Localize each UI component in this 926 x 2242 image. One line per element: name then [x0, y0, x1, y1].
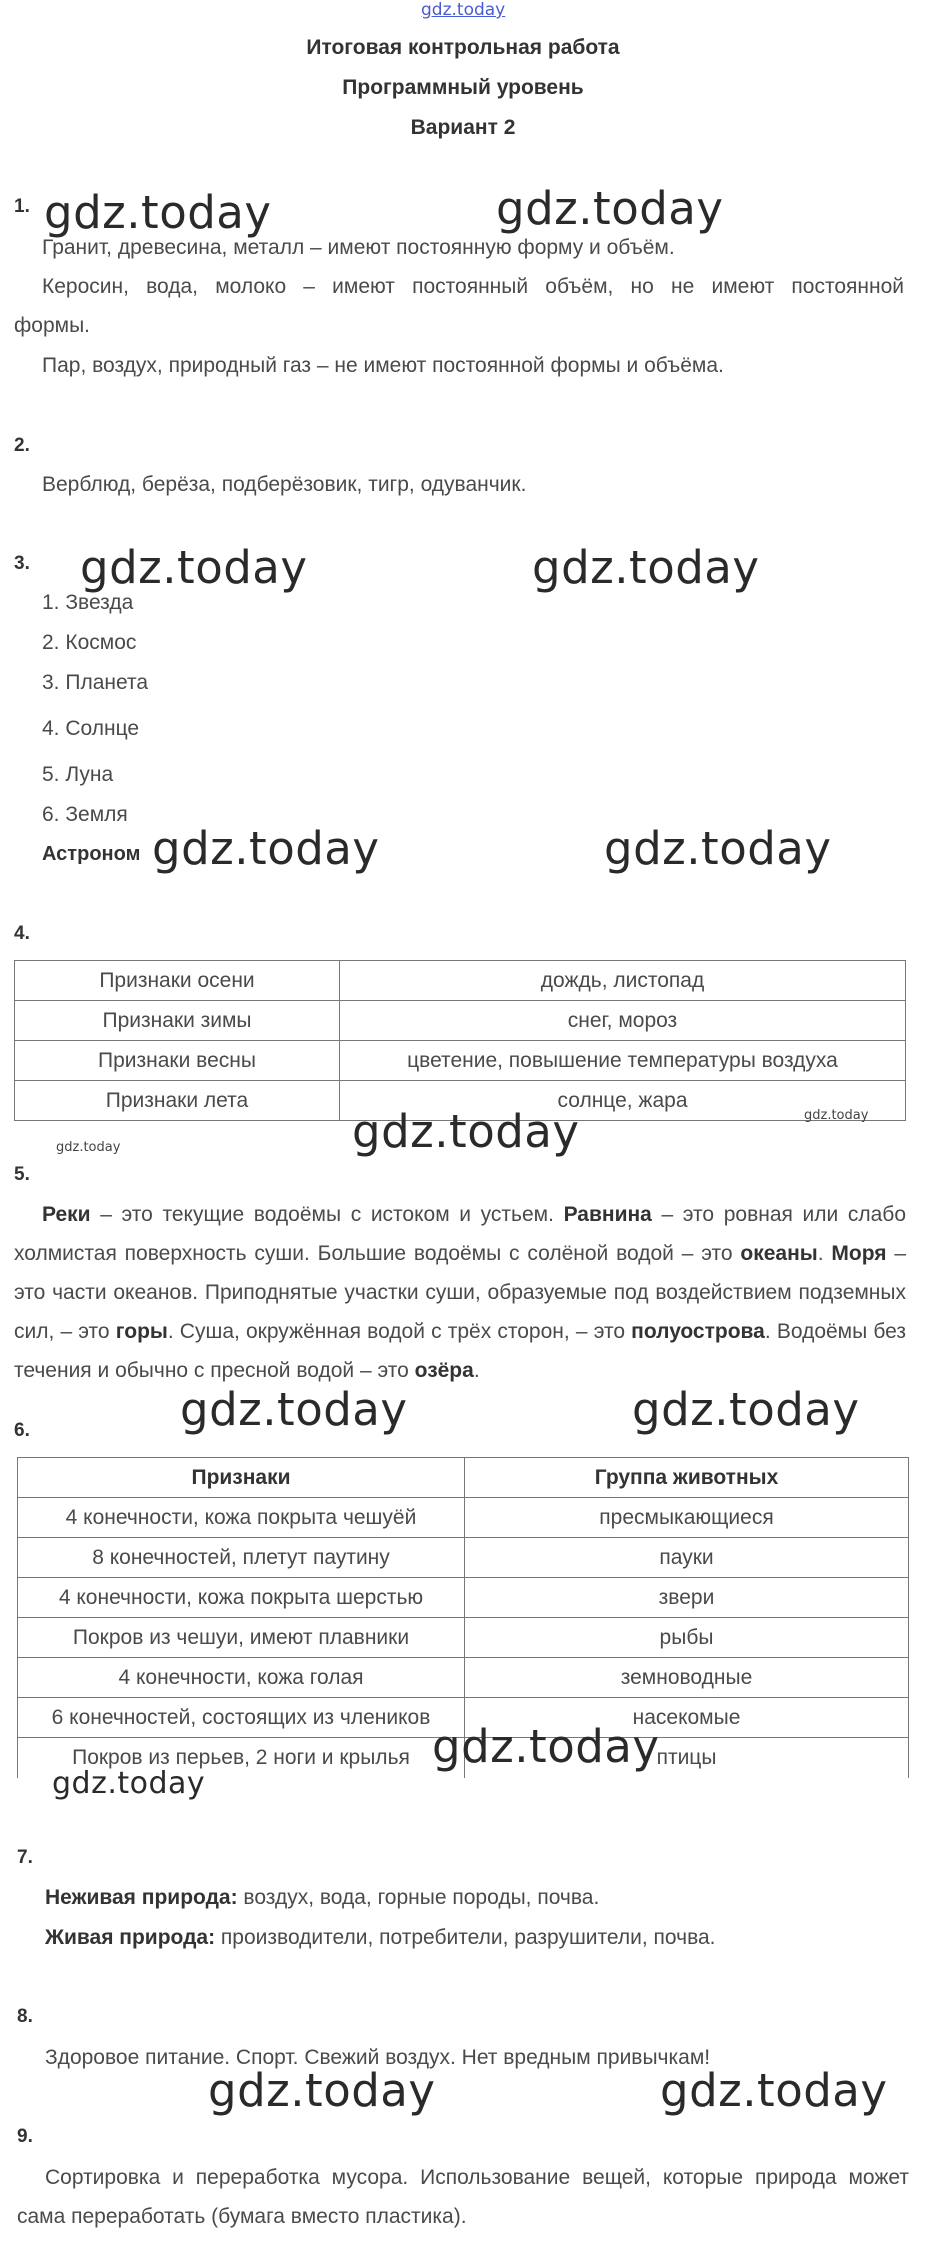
table-row	[18, 1618, 909, 1658]
q7-nonliving	[45, 1886, 599, 1910]
watermark-top[interactable]: gdz.today	[421, 0, 506, 20]
animal-group: насекомые	[465, 1698, 909, 1738]
header-variant: Вариант 2	[410, 116, 516, 139]
table-row	[18, 1538, 909, 1578]
watermark-large[interactable]: gdz.today	[180, 1383, 408, 1436]
watermark-large[interactable]: gdz.today	[660, 2064, 888, 2117]
q3-item: 5. Луна	[42, 763, 114, 786]
question-7-number: 7.	[17, 1847, 33, 1868]
q3-item: 3. Планета	[42, 671, 149, 694]
season-label: Признаки лета	[15, 1081, 340, 1121]
table-row	[18, 1658, 909, 1698]
q5-text: . Суша, окружённая водой с трёх сторон, – это	[167, 1320, 632, 1343]
watermark-large[interactable]: gdz.today	[352, 1105, 580, 1158]
question-4-number: 4.	[14, 923, 30, 944]
q7-text-living: производители, потребители, разрушители, почва.	[215, 1926, 716, 1949]
season-signs: дождь, листопад	[340, 961, 906, 1001]
animal-group: звери	[465, 1578, 909, 1618]
q5-paragraph	[14, 1195, 906, 1390]
animal-signs: 4 конечности, кожа голая	[18, 1658, 465, 1698]
term-oceans: океаны	[740, 1242, 818, 1265]
watermark-large[interactable]: gdz.today	[152, 822, 380, 875]
term-seas: Моря	[831, 1242, 887, 1265]
animal-group: пауки	[465, 1538, 909, 1578]
question-2-number: 2.	[14, 435, 30, 456]
season-label: Признаки зимы	[15, 1001, 340, 1041]
seasons-table	[14, 960, 906, 1121]
q8-answer: Здоровое питание. Спорт. Свежий воздух. Нет вредным привычкам!	[45, 2046, 711, 2069]
table-row	[15, 961, 906, 1001]
animal-signs: 8 конечностей, плетут паутину	[18, 1538, 465, 1578]
column-header-signs: Признаки	[18, 1458, 465, 1498]
watermark-small[interactable]: gdz.today	[56, 1140, 121, 1155]
q3-item: 4. Солнце	[42, 717, 140, 740]
animal-signs: Покров из перьев, 2 ноги и крылья	[18, 1738, 465, 1778]
season-label: Признаки весны	[15, 1041, 340, 1081]
q1-line-1: Гранит, древесина, металл – имеют постоянную форму и объём.	[42, 236, 675, 259]
term-rivers: Реки	[42, 1203, 91, 1226]
q3-item: 6. Земля	[42, 803, 128, 826]
q7-label-nonliving: Неживая природа:	[45, 1886, 238, 1909]
animal-signs: 6 конечностей, состоящих из члеников	[18, 1698, 465, 1738]
q7-living	[45, 1926, 716, 1950]
animal-signs: Покров из чешуи, имеют плавники	[18, 1618, 465, 1658]
q7-text-nonliving: воздух, вода, горные породы, почва.	[237, 1886, 600, 1909]
q5-text: .	[473, 1359, 480, 1382]
question-8-number: 8.	[17, 2006, 33, 2027]
q5-text: – это ровная или слабо холмистая поверхность суши. Большие водоёмы с солёной водой – это	[14, 1203, 907, 1265]
watermark-large[interactable]: gdz.today	[632, 1383, 860, 1436]
watermark-large[interactable]: gdz.today	[432, 1720, 660, 1773]
watermark-large[interactable]: gdz.today	[532, 541, 760, 594]
animal-group: птицы	[465, 1738, 909, 1778]
season-signs: снег, мороз	[340, 1001, 906, 1041]
animal-group: земноводные	[465, 1658, 909, 1698]
question-3-number: 3.	[14, 553, 30, 574]
watermark-medium[interactable]: gdz.today	[52, 1766, 206, 1801]
table-row	[18, 1498, 909, 1538]
q9-answer: Сортировка и переработка мусора. Использование вещей, которые природа может сама переработать (бумага вместо пластика).	[17, 2166, 909, 2228]
q3-item: 2. Космос	[42, 631, 137, 654]
question-6-number: 6.	[14, 1420, 30, 1441]
season-signs: солнце, жара	[340, 1081, 906, 1121]
header-title: Итоговая контрольная работа	[306, 36, 620, 59]
question-5-number: 5.	[14, 1164, 30, 1185]
watermark-large[interactable]: gdz.today	[604, 822, 832, 875]
animal-group: рыбы	[465, 1618, 909, 1658]
term-lakes: озёра	[414, 1359, 474, 1382]
header-level: Программный уровень	[342, 76, 584, 99]
table-row	[18, 1578, 909, 1618]
q7-label-living: Живая природа:	[45, 1926, 216, 1949]
season-label: Признаки осени	[15, 961, 340, 1001]
season-signs: цветение, повышение температуры воздуха	[340, 1041, 906, 1081]
question-1-number: 1.	[14, 196, 30, 217]
term-peninsulas: полуострова	[631, 1320, 765, 1343]
table-header-row	[18, 1458, 909, 1498]
table-row	[15, 1041, 906, 1081]
q3-answer: Астроном	[42, 843, 141, 865]
table-row	[15, 1001, 906, 1041]
q5-text: – это текущие водоёмы с истоком и устьем.	[90, 1203, 564, 1226]
column-header-group: Группа животных	[465, 1458, 909, 1498]
watermark-large[interactable]: gdz.today	[80, 541, 308, 594]
watermark-small[interactable]: gdz.today	[804, 1108, 869, 1123]
question-9-number: 9.	[17, 2126, 33, 2147]
q1-line-3: формы.	[14, 314, 91, 337]
term-mountains: горы	[115, 1320, 168, 1343]
q5-text: – это части океанов. Приподнятые участки суши, образуемые под воздействием подземных сил, – это	[14, 1242, 907, 1343]
term-plain: Равнина	[563, 1203, 652, 1226]
q3-item: 1. Звезда	[42, 591, 134, 614]
q1-line-2: Керосин, вода, молоко – имеют постоянный объём, но не имеют постоянной	[42, 275, 904, 298]
watermark-large[interactable]: gdz.today	[496, 182, 724, 235]
animal-group: пресмыкающиеся	[465, 1498, 909, 1538]
q2-answer: Верблюд, берёза, подберёзовик, тигр, одуванчик.	[42, 473, 527, 496]
watermark-large[interactable]: gdz.today	[44, 186, 272, 239]
q5-text: . Водоёмы без течения и обычно с пресной водой – это	[14, 1320, 906, 1382]
q5-text: .	[817, 1242, 832, 1265]
animal-signs: 4 конечности, кожа покрыта чешуёй	[18, 1498, 465, 1538]
animal-signs: 4 конечности, кожа покрыта шерстью	[18, 1578, 465, 1618]
q1-line-4: Пар, воздух, природный газ – не имеют постоянной формы и объёма.	[42, 354, 724, 377]
watermark-large[interactable]: gdz.today	[208, 2064, 436, 2117]
